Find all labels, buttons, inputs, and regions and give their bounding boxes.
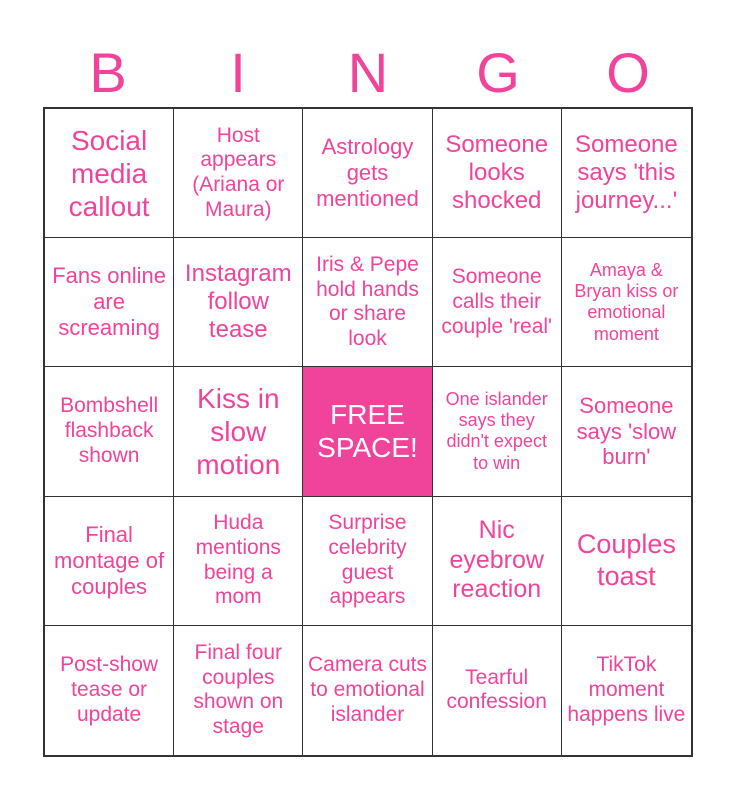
bingo-cell[interactable]: Nic eyebrow reaction bbox=[433, 497, 562, 626]
bingo-header bbox=[43, 42, 693, 104]
header-letter-g: G bbox=[476, 41, 520, 104]
free-space-cell[interactable]: FREE SPACE! bbox=[303, 367, 432, 496]
bingo-cell[interactable]: Host appears (Ariana or Maura) bbox=[174, 109, 303, 238]
bingo-cell[interactable]: Astrology gets mentioned bbox=[303, 109, 432, 238]
bingo-cell[interactable]: One islander says they didn't expect to win bbox=[433, 367, 562, 496]
bingo-cell[interactable]: Kiss in slow motion bbox=[174, 367, 303, 496]
bingo-cell[interactable]: Surprise celebrity guest appears bbox=[303, 497, 432, 626]
bingo-cell[interactable]: Iris & Pepe hold hands or share look bbox=[303, 238, 432, 367]
bingo-cell[interactable]: Camera cuts to emotional islander bbox=[303, 626, 432, 755]
bingo-cell[interactable]: Final montage of couples bbox=[45, 497, 174, 626]
header-letter-i: I bbox=[230, 41, 246, 104]
header-letter-b: B bbox=[89, 41, 127, 104]
bingo-cell[interactable]: Huda mentions being a mom bbox=[174, 497, 303, 626]
header-letter-n: N bbox=[347, 41, 389, 104]
bingo-cell[interactable]: Fans online are screaming bbox=[45, 238, 174, 367]
bingo-cell[interactable]: Final four couples shown on stage bbox=[174, 626, 303, 755]
bingo-cell[interactable]: Someone calls their couple 'real' bbox=[433, 238, 562, 367]
header-letter-o: O bbox=[606, 41, 650, 104]
bingo-cell[interactable]: Social media callout bbox=[45, 109, 174, 238]
bingo-cell[interactable]: Someone looks shocked bbox=[433, 109, 562, 238]
bingo-cell[interactable]: Instagram follow tease bbox=[174, 238, 303, 367]
bingo-cell[interactable]: Bombshell flashback shown bbox=[45, 367, 174, 496]
bingo-cell[interactable]: Someone says 'this journey...' bbox=[562, 109, 691, 238]
bingo-cell[interactable]: Amaya & Bryan kiss or emotional moment bbox=[562, 238, 691, 367]
bingo-cell[interactable]: Post-show tease or update bbox=[45, 626, 174, 755]
bingo-board bbox=[43, 107, 693, 757]
bingo-cell[interactable]: Someone says 'slow burn' bbox=[562, 367, 691, 496]
bingo-cell[interactable]: TikTok moment happens live bbox=[567, 653, 686, 726]
bingo-cell[interactable]: Couples toast bbox=[562, 497, 691, 626]
bingo-cell[interactable]: Tearful confession bbox=[433, 626, 562, 755]
